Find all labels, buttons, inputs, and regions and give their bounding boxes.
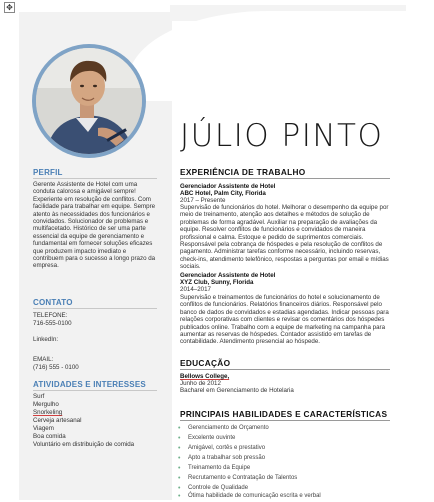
- candidate-name: JÚLIO PINTO: [180, 118, 384, 154]
- bullet-icon: •: [178, 435, 181, 442]
- contact-divider: [33, 308, 157, 309]
- activities-heading: ATIVIDADES E INTERESSES: [33, 380, 146, 389]
- activity-item: Surf: [33, 393, 45, 400]
- education-degree: Bacharel em Gerenciamento de Hotelaria: [180, 387, 294, 394]
- bullet-icon: •: [178, 455, 181, 462]
- education-school-text: Bellows College,: [180, 373, 230, 380]
- education-heading: EDUCAÇÃO: [180, 358, 231, 368]
- activity-item-text: Snorkeling: [33, 409, 63, 416]
- skill-item: Controle de Qualidade: [188, 485, 249, 491]
- job-description: Supervisão de funcionários do hotel. Melhorar o desempenho da equipe por meio de treinamento, atenção aos detalhes e métodos de solução de problemas de forma agradável. Auxiliar na preparação de avaliações da equipe. Resolver conflitos de funcionários e convidados de maneira profissional e calma. Estoque e pedido de suprimentos comerciais. Responsável pela cobrança de hóspedes e pela resolução de conflitos de pagamento. Administrar tarefas conforme necessário, incluindo reservas, check-ins, atendimento telefônico, respostas a perguntas por email e mídias sociais.: [180, 204, 389, 271]
- job-dates: 2017 – Presente: [180, 197, 226, 204]
- experience-divider: [180, 178, 390, 179]
- activity-item: Cerveja artesanal: [33, 417, 82, 424]
- job-description: Supervisão e treinamentos de funcionários do hotel e solucionamento de conflitos de funcionários. Relatórios financeiros diários. Responsável pelo banco de dados de convidados e estadias agendadas. Indicar pessoas para relações corporativas com clientes e revisar os comentários dos hóspedes publicados online. Trabalho com a equipe de marketing na campanha para aumentar as reservas de hóspedes. Contador assistido em tarefas de contabilidade. Atendimento presencial ao hóspede.: [180, 294, 389, 346]
- profile-heading: PERFIL: [33, 168, 63, 177]
- bullet-icon: •: [178, 485, 181, 492]
- profile-photo: [36, 48, 142, 154]
- bullet-icon: •: [178, 425, 181, 432]
- skill-item: Excelente ouvinte: [188, 435, 236, 441]
- bullet-icon: •: [178, 445, 181, 452]
- job-title: Gerenciador Assistente de Hotel: [180, 183, 276, 190]
- activities-divider: [33, 390, 157, 391]
- skill-item: Ótima habilidade de comunicação escrita e verbal: [188, 493, 321, 499]
- job-dates: 2014–2017: [180, 286, 211, 293]
- job-company: ABC Hotel, Palm City, Florida: [180, 190, 266, 197]
- experience-heading: EXPERIÊNCIA DE TRABALHO: [180, 167, 306, 177]
- skill-item: Apto a trabalhar sob pressão: [188, 455, 266, 461]
- activity-item: Voluntário em distribuição de comida: [33, 441, 135, 448]
- bullet-icon: •: [178, 465, 181, 472]
- bullet-icon: •: [178, 475, 181, 482]
- profile-text: Gerente Assistente de Hotel com uma conduta calorosa e amigável sempre! Experiente em resolução de conflitos. Com facilidade para trabalhar em equipe. Sempre atento às necessidades dos funcionários e convidados. Solucionador de problemas e multifacetado. Histórico de ser uma parte essencial da equipe de gerenciamento e fundamental em fornecer soluções eficazes que produzem impacto imediato e contribuem para o sucesso a longo prazo da empresa.: [33, 181, 156, 270]
- person-photo-illustration: [36, 48, 142, 154]
- email-label: EMAIL:: [33, 356, 54, 363]
- linkedin-label: LinkedIn:: [33, 336, 59, 343]
- skills-divider: [180, 420, 390, 421]
- skill-item: Gerenciamento de Orçamento: [188, 425, 269, 431]
- job-company: XYZ Club, Sunny, Florida: [180, 279, 254, 286]
- skills-heading: PRINCIPAIS HABILIDADES E CARACTERÍSTICAS: [180, 409, 388, 419]
- activity-item: Viagem: [33, 425, 54, 432]
- phone-value: 716-555-0100: [33, 320, 72, 327]
- activity-item: Mergulho: [33, 401, 59, 408]
- skill-item: Amigável, cortês e prestativo: [188, 445, 266, 451]
- skill-item: Recrutamento e Contratação de Talentos: [188, 475, 298, 481]
- education-date: Junho de 2012: [180, 380, 221, 387]
- contact-heading: CONTATO: [33, 298, 73, 307]
- activity-item: [33, 409, 157, 416]
- skill-item: Treinamento da Equipe: [188, 465, 251, 471]
- bullet-icon: •: [178, 493, 181, 500]
- email-value: (716) 555 - 0100: [33, 364, 79, 371]
- move-handle-icon[interactable]: ✥: [4, 2, 15, 13]
- job-title: Gerenciador Assistente de Hotel: [180, 272, 276, 279]
- education-divider: [180, 369, 390, 370]
- activity-item: Boa comida: [33, 433, 66, 440]
- profile-divider: [33, 178, 157, 179]
- phone-label: TELEFONE:: [33, 312, 68, 319]
